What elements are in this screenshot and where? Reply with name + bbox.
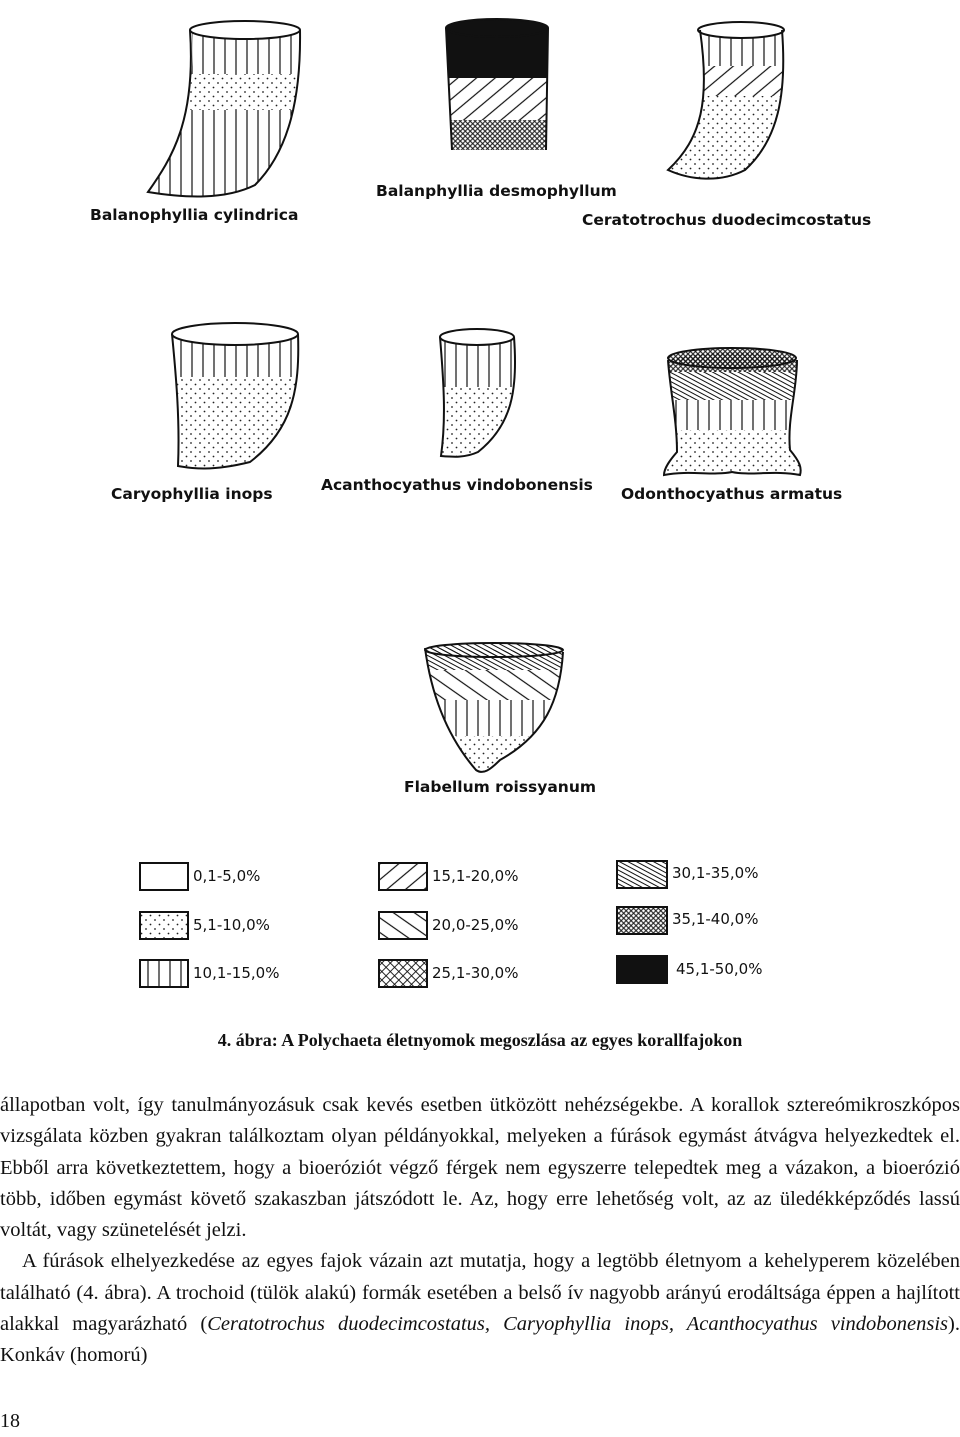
coral-odonthocyathus-armatus bbox=[660, 348, 805, 480]
legend-swatch-vertical-lines bbox=[140, 960, 188, 987]
coral-flabellum-roissyanum bbox=[420, 643, 570, 781]
label-acanthocyathus-vindobonensis: Acanthocyathus vindobonensis bbox=[321, 476, 593, 494]
legend-label: 25,1-30,0% bbox=[432, 964, 519, 982]
label-balanphyllia-desmophyllum: Balanphyllia desmophyllum bbox=[376, 182, 617, 200]
legend-swatch-cross-hatch bbox=[379, 960, 427, 987]
legend-swatch-dots bbox=[140, 912, 188, 939]
label-odonthocyathus-armatus: Odonthocyathus armatus bbox=[621, 485, 843, 503]
legend-label: 20,0-25,0% bbox=[432, 916, 519, 934]
body-text bbox=[0, 1090, 960, 1372]
coral-ceratotrochus-duodecimcostatus bbox=[660, 22, 790, 186]
legend-label: 30,1-35,0% bbox=[672, 864, 759, 882]
legend-label: 10,1-15,0% bbox=[193, 964, 280, 982]
legend-swatch-solid-black bbox=[617, 956, 667, 983]
legend-label: 15,1-20,0% bbox=[432, 867, 519, 885]
text-segment: ). Konkáv (homorú) bbox=[0, 1313, 960, 1367]
paragraph bbox=[0, 1246, 960, 1371]
figure-caption: 4. ábra: A Polychaeta életnyomok megoszlása az egyes korallfajokon bbox=[217, 1030, 743, 1050]
label-flabellum-roissyanum: Flabellum roissyanum bbox=[404, 778, 597, 796]
coral-balanophyllia-cylindrica bbox=[140, 21, 310, 205]
legend-label: 0,1-5,0% bbox=[193, 867, 261, 885]
page-number: 18 bbox=[0, 1410, 20, 1432]
coral-acanthocyathus-vindobonensis bbox=[435, 329, 525, 462]
legend-label: 45,1-50,0% bbox=[676, 960, 763, 978]
label-balanophyllia-cylindrica: Balanophyllia cylindrica bbox=[90, 206, 299, 224]
text-segment: állapotban volt, így tanulmányozásuk csak kevés esetben ütközött nehézségekbe. A korallok sztereómikroszkópos vizsgálata közben gyakran találkoztam olyan példányokkal, melyeken a fúrások egymást átvágva helyezkedtek el. Ebből arra következtettem, hogy a bioeróziót végző férgek nem egyszerre telepedtek meg a vázakon, a bioerózió több, időben egymást követő szakaszban játszódott le. Az, hogy erre lehetőség volt, az az üledékképződés lassú voltát, vagy szünetelését jelzi. bbox=[0, 1094, 960, 1242]
text-segment: A fúrások elhelyezkedése az egyes fajok vázain azt mutatja, hogy a legtöbb életnyom a kehelyperem közelében található (4. ábra). A trochoid (tülök alakú) formák esetében a belső ív nagyobb arányú erodáltsága éppen a hajlított alakkal magyarázható ( bbox=[0, 1250, 960, 1336]
legend-swatch-back-diagonal bbox=[379, 912, 427, 939]
label-caryophyllia-inops: Caryophyllia inops bbox=[111, 485, 273, 503]
species-list-italic: Ceratotrochus duodecimcostatus, Caryophyllia inops, Acanthocyathus vindobonensis bbox=[207, 1313, 949, 1336]
legend-label: 35,1-40,0% bbox=[672, 910, 759, 928]
label-ceratotrochus-duodecimcostatus: Ceratotrochus duodecimcostatus bbox=[582, 211, 872, 229]
coral-caryophyllia-inops bbox=[165, 323, 305, 477]
legend-swatch-dense-back-diagonal bbox=[617, 861, 667, 888]
legend-swatch-dense-cross-hatch bbox=[617, 907, 667, 934]
paragraph bbox=[0, 1090, 960, 1246]
legend-swatch-blank bbox=[140, 863, 188, 890]
legend-label: 5,1-10,0% bbox=[193, 916, 270, 934]
coral-balanphyllia-desmophyllum bbox=[440, 19, 555, 152]
legend-swatch-diagonal-lines bbox=[379, 863, 427, 890]
